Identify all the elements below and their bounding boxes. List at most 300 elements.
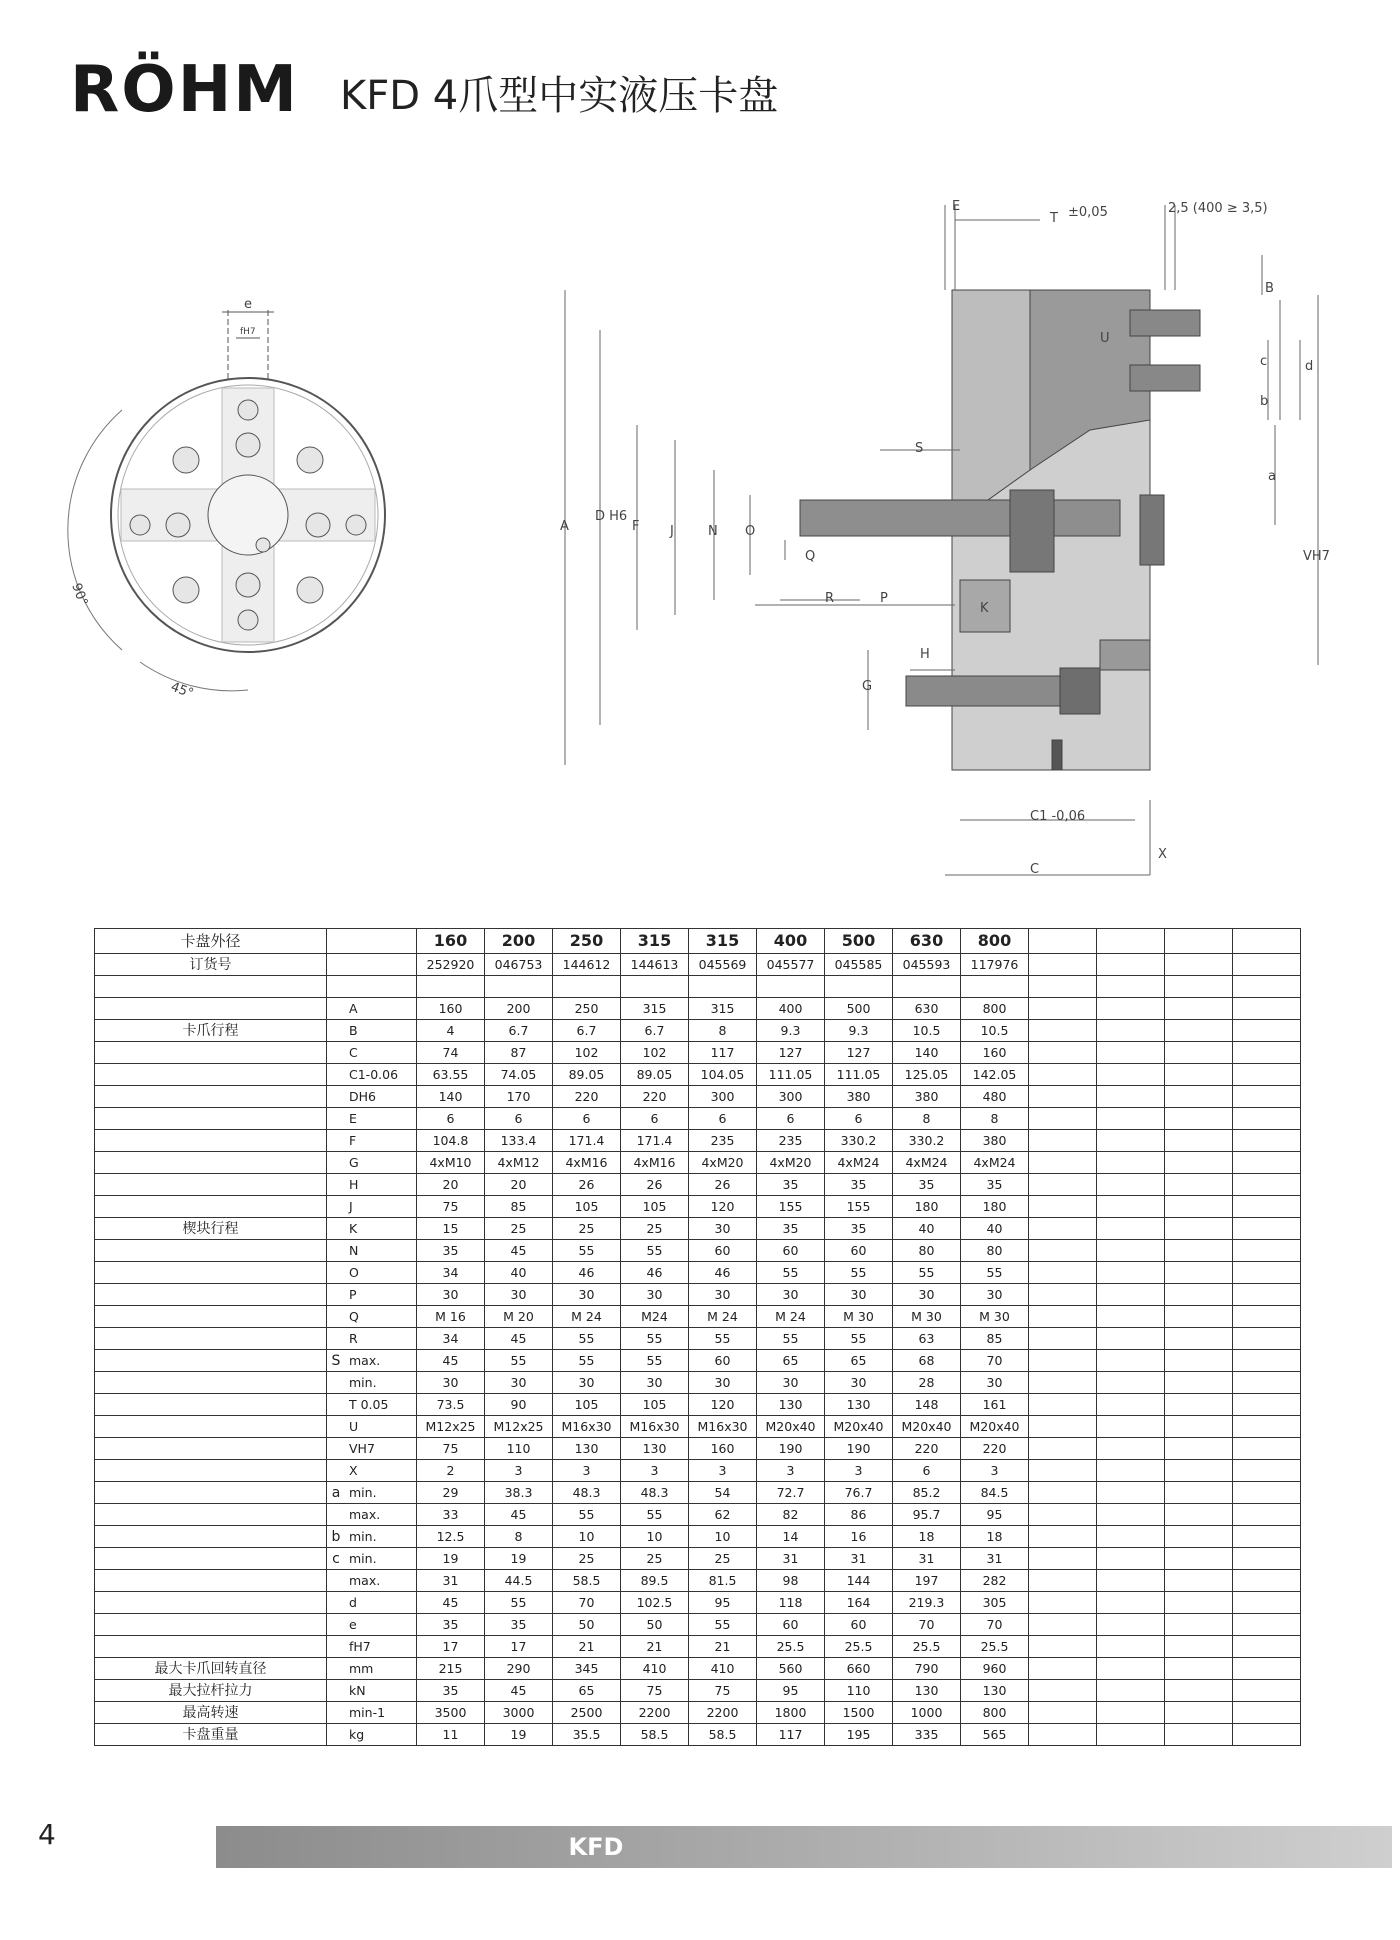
value-cell: 800 bbox=[961, 1702, 1029, 1724]
empty-cell bbox=[1097, 1086, 1165, 1108]
empty-cell bbox=[1165, 1548, 1233, 1570]
empty-cell bbox=[1233, 1482, 1301, 1504]
order-label-cell: 订货号 bbox=[95, 954, 327, 976]
empty-cell bbox=[1097, 1416, 1165, 1438]
empty-cell bbox=[1029, 1504, 1097, 1526]
value-cell: 6 bbox=[757, 1108, 825, 1130]
empty-cell bbox=[1029, 929, 1097, 954]
value-cell: 95 bbox=[961, 1504, 1029, 1526]
order-number-cell: 045585 bbox=[825, 954, 893, 976]
value-cell: 102 bbox=[621, 1042, 689, 1064]
row-code-cell bbox=[327, 1482, 417, 1504]
empty-cell bbox=[1165, 1526, 1233, 1548]
table-row bbox=[95, 1174, 1301, 1196]
empty-cell bbox=[1029, 1702, 1097, 1724]
value-cell: 3 bbox=[961, 1460, 1029, 1482]
value-cell: 25 bbox=[485, 1218, 553, 1240]
row-label-cell bbox=[95, 1372, 327, 1394]
value-cell: 10.5 bbox=[961, 1020, 1029, 1042]
value-cell: 105 bbox=[553, 1196, 621, 1218]
value-cell: M24 bbox=[621, 1306, 689, 1328]
table-row bbox=[95, 1658, 1301, 1680]
empty-cell bbox=[1165, 1702, 1233, 1724]
value-cell: 2200 bbox=[689, 1702, 757, 1724]
value-cell: 30 bbox=[689, 1372, 757, 1394]
value-cell: 86 bbox=[825, 1504, 893, 1526]
row-label-cell bbox=[95, 1042, 327, 1064]
value-cell: 6 bbox=[485, 1108, 553, 1130]
empty-cell bbox=[1165, 1350, 1233, 1372]
row-code-cell: Q bbox=[327, 1306, 417, 1328]
empty-cell bbox=[893, 976, 961, 998]
value-cell: 130 bbox=[893, 1680, 961, 1702]
table-row bbox=[95, 1284, 1301, 1306]
value-cell: 60 bbox=[825, 1614, 893, 1636]
dim-gap: 2,5 (400 ≥ 3,5) bbox=[1168, 201, 1268, 216]
value-cell: 31 bbox=[757, 1548, 825, 1570]
value-cell: 171.4 bbox=[553, 1130, 621, 1152]
value-cell: 75 bbox=[417, 1438, 485, 1460]
order-number-cell: 045577 bbox=[757, 954, 825, 976]
value-cell: 80 bbox=[961, 1240, 1029, 1262]
value-cell: 26 bbox=[553, 1174, 621, 1196]
value-cell: 14 bbox=[757, 1526, 825, 1548]
table-row bbox=[95, 1702, 1301, 1724]
empty-cell bbox=[1029, 1108, 1097, 1130]
empty-cell bbox=[1097, 1218, 1165, 1240]
value-cell: 30 bbox=[757, 1372, 825, 1394]
row-label-cell bbox=[95, 1504, 327, 1526]
value-cell: 4xM12 bbox=[485, 1152, 553, 1174]
size-cell: 315 bbox=[621, 929, 689, 954]
value-cell: 104.05 bbox=[689, 1064, 757, 1086]
page-number: 4 bbox=[38, 1818, 56, 1851]
empty-cell bbox=[1165, 1416, 1233, 1438]
value-cell: 12.5 bbox=[417, 1526, 485, 1548]
value-cell: 410 bbox=[621, 1658, 689, 1680]
empty-cell bbox=[757, 976, 825, 998]
empty-cell bbox=[1097, 1680, 1165, 1702]
value-cell: 65 bbox=[553, 1680, 621, 1702]
value-cell: 21 bbox=[689, 1636, 757, 1658]
value-cell: 410 bbox=[689, 1658, 757, 1680]
value-cell: 60 bbox=[689, 1350, 757, 1372]
value-cell: 26 bbox=[689, 1174, 757, 1196]
value-cell: 55 bbox=[621, 1350, 689, 1372]
empty-cell bbox=[1097, 1284, 1165, 1306]
empty-cell bbox=[1029, 1570, 1097, 1592]
row-code-cell: C bbox=[327, 1042, 417, 1064]
value-cell: 30 bbox=[757, 1284, 825, 1306]
value-cell: 4xM24 bbox=[893, 1152, 961, 1174]
value-cell: 120 bbox=[689, 1394, 757, 1416]
table-row bbox=[95, 1504, 1301, 1526]
value-cell: 180 bbox=[893, 1196, 961, 1218]
value-cell: 180 bbox=[961, 1196, 1029, 1218]
empty-cell bbox=[1165, 1592, 1233, 1614]
empty-cell bbox=[1233, 954, 1301, 976]
empty-cell bbox=[1233, 1130, 1301, 1152]
value-cell: 500 bbox=[825, 998, 893, 1020]
value-cell: 30 bbox=[485, 1372, 553, 1394]
value-cell: 117 bbox=[689, 1042, 757, 1064]
empty-cell bbox=[1029, 1350, 1097, 1372]
row-code-text: max. bbox=[349, 1572, 381, 1588]
value-cell: 60 bbox=[825, 1240, 893, 1262]
value-cell: 130 bbox=[553, 1438, 621, 1460]
dim-C1: C1 -0,06 bbox=[1030, 809, 1086, 824]
empty-cell bbox=[1165, 1482, 1233, 1504]
value-cell: 46 bbox=[621, 1262, 689, 1284]
row-label-cell bbox=[95, 1064, 327, 1086]
value-cell: 63.55 bbox=[417, 1064, 485, 1086]
empty-cell bbox=[1029, 1196, 1097, 1218]
empty-cell bbox=[1029, 1548, 1097, 1570]
value-cell: 630 bbox=[893, 998, 961, 1020]
empty-cell bbox=[1165, 1240, 1233, 1262]
row-label-cell bbox=[95, 1306, 327, 1328]
value-cell: 8 bbox=[689, 1020, 757, 1042]
empty-cell bbox=[1165, 1152, 1233, 1174]
table-row bbox=[95, 1328, 1301, 1350]
dim-Q: Q bbox=[805, 549, 816, 564]
empty-cell bbox=[327, 929, 417, 954]
empty-cell bbox=[1097, 1658, 1165, 1680]
empty-cell bbox=[825, 976, 893, 998]
empty-cell bbox=[1233, 1416, 1301, 1438]
dim-P: P bbox=[880, 591, 888, 606]
value-cell: 3500 bbox=[417, 1702, 485, 1724]
empty-cell bbox=[1165, 1394, 1233, 1416]
empty-cell bbox=[1233, 1702, 1301, 1724]
empty-cell bbox=[1029, 1636, 1097, 1658]
empty-cell bbox=[1165, 976, 1233, 998]
empty-cell bbox=[1029, 1680, 1097, 1702]
value-cell: 102.5 bbox=[621, 1592, 689, 1614]
empty-cell bbox=[1165, 998, 1233, 1020]
value-cell: 60 bbox=[757, 1614, 825, 1636]
value-cell: M20x40 bbox=[825, 1416, 893, 1438]
table-row bbox=[95, 1570, 1301, 1592]
value-cell: 6 bbox=[893, 1460, 961, 1482]
value-cell: 20 bbox=[417, 1174, 485, 1196]
empty-cell bbox=[1233, 976, 1301, 998]
row-label-cell: 最大拉杆拉力 bbox=[95, 1680, 327, 1702]
angle-90-label: 90° bbox=[68, 581, 91, 609]
row-label-cell bbox=[95, 1416, 327, 1438]
value-cell: 160 bbox=[961, 1042, 1029, 1064]
empty-cell bbox=[1233, 1042, 1301, 1064]
dim-c: c bbox=[1260, 354, 1268, 369]
row-code-cell: F bbox=[327, 1130, 417, 1152]
row-code-cell: K bbox=[327, 1218, 417, 1240]
value-cell: 3000 bbox=[485, 1702, 553, 1724]
value-cell: 31 bbox=[893, 1548, 961, 1570]
value-cell: 45 bbox=[485, 1240, 553, 1262]
value-cell: 4xM24 bbox=[961, 1152, 1029, 1174]
table-row bbox=[95, 1086, 1301, 1108]
empty-cell bbox=[1165, 1614, 1233, 1636]
row-group-letter: a bbox=[331, 1484, 341, 1501]
value-cell: 330.2 bbox=[825, 1130, 893, 1152]
row-code-cell bbox=[327, 1504, 417, 1526]
value-cell: 15 bbox=[417, 1218, 485, 1240]
dim-R: R bbox=[825, 591, 835, 606]
value-cell: 46 bbox=[553, 1262, 621, 1284]
empty-cell bbox=[1097, 1240, 1165, 1262]
value-cell: 19 bbox=[485, 1548, 553, 1570]
empty-cell bbox=[1029, 954, 1097, 976]
value-cell: 140 bbox=[417, 1086, 485, 1108]
value-cell: 44.5 bbox=[485, 1570, 553, 1592]
row-label-cell bbox=[95, 1636, 327, 1658]
empty-cell bbox=[1029, 1284, 1097, 1306]
technical-drawing bbox=[0, 0, 1400, 900]
empty-cell bbox=[1165, 1724, 1233, 1746]
empty-cell bbox=[1233, 1350, 1301, 1372]
footer-label: KFD bbox=[568, 1833, 624, 1861]
empty-cell bbox=[1097, 1020, 1165, 1042]
value-cell: 55 bbox=[961, 1262, 1029, 1284]
value-cell: 35 bbox=[757, 1218, 825, 1240]
value-cell: 40 bbox=[961, 1218, 1029, 1240]
value-cell: 164 bbox=[825, 1592, 893, 1614]
footer-bar bbox=[216, 1826, 1392, 1868]
value-cell: 95 bbox=[757, 1680, 825, 1702]
value-cell: 55 bbox=[689, 1328, 757, 1350]
table-row bbox=[95, 1152, 1301, 1174]
dim-N: N bbox=[708, 524, 718, 539]
value-cell: 2500 bbox=[553, 1702, 621, 1724]
value-cell: 35 bbox=[757, 1174, 825, 1196]
empty-cell bbox=[1233, 1196, 1301, 1218]
row-code-cell bbox=[327, 1372, 417, 1394]
value-cell: 30 bbox=[825, 1372, 893, 1394]
empty-cell bbox=[1233, 1174, 1301, 1196]
empty-cell bbox=[1165, 1636, 1233, 1658]
value-cell: 30 bbox=[893, 1284, 961, 1306]
value-cell: 34 bbox=[417, 1262, 485, 1284]
row-code-cell: U bbox=[327, 1416, 417, 1438]
value-cell: 45 bbox=[417, 1592, 485, 1614]
empty-cell bbox=[1097, 1548, 1165, 1570]
value-cell: 197 bbox=[893, 1570, 961, 1592]
value-cell: 6.7 bbox=[621, 1020, 689, 1042]
value-cell: 62 bbox=[689, 1504, 757, 1526]
row-code-cell: N bbox=[327, 1240, 417, 1262]
value-cell: 65 bbox=[757, 1350, 825, 1372]
value-cell: 30 bbox=[417, 1284, 485, 1306]
value-cell: 4xM20 bbox=[689, 1152, 757, 1174]
value-cell: 65 bbox=[825, 1350, 893, 1372]
value-cell: 34 bbox=[417, 1328, 485, 1350]
value-cell: 19 bbox=[485, 1724, 553, 1746]
row-group-letter: b bbox=[331, 1528, 341, 1545]
value-cell: 8 bbox=[893, 1108, 961, 1130]
empty-cell bbox=[1233, 1064, 1301, 1086]
empty-cell bbox=[327, 976, 417, 998]
empty-cell bbox=[1165, 1218, 1233, 1240]
row-code-cell: DH6 bbox=[327, 1086, 417, 1108]
value-cell: 480 bbox=[961, 1086, 1029, 1108]
value-cell: 9.3 bbox=[825, 1020, 893, 1042]
value-cell: 35 bbox=[417, 1680, 485, 1702]
value-cell: 75 bbox=[621, 1680, 689, 1702]
value-cell: 38.3 bbox=[485, 1482, 553, 1504]
value-cell: 30 bbox=[553, 1372, 621, 1394]
row-label-cell bbox=[95, 1460, 327, 1482]
value-cell: 48.3 bbox=[553, 1482, 621, 1504]
empty-cell bbox=[1029, 1086, 1097, 1108]
dim-A: A bbox=[560, 519, 569, 534]
value-cell: 315 bbox=[621, 998, 689, 1020]
value-cell: 290 bbox=[485, 1658, 553, 1680]
value-cell: 190 bbox=[757, 1438, 825, 1460]
value-cell: 85 bbox=[485, 1196, 553, 1218]
empty-cell bbox=[1233, 1548, 1301, 1570]
empty-cell bbox=[1165, 1460, 1233, 1482]
value-cell: 219.3 bbox=[893, 1592, 961, 1614]
dim-e-label: e bbox=[244, 297, 252, 312]
empty-cell bbox=[1029, 1658, 1097, 1680]
value-cell: 130 bbox=[825, 1394, 893, 1416]
value-cell: 235 bbox=[689, 1130, 757, 1152]
empty-cell bbox=[1029, 1460, 1097, 1482]
value-cell: 98 bbox=[757, 1570, 825, 1592]
row-code-text: max. bbox=[349, 1506, 381, 1522]
empty-cell bbox=[1029, 1262, 1097, 1284]
row-code-cell: A bbox=[327, 998, 417, 1020]
value-cell: 55 bbox=[485, 1350, 553, 1372]
header-label-cell: 卡盘外径 bbox=[95, 929, 327, 954]
value-cell: 6 bbox=[689, 1108, 757, 1130]
value-cell: M 20 bbox=[485, 1306, 553, 1328]
empty-cell bbox=[485, 976, 553, 998]
row-code-cell: O bbox=[327, 1262, 417, 1284]
value-cell: 55 bbox=[689, 1614, 757, 1636]
dim-C: C bbox=[1030, 862, 1040, 877]
row-label-cell bbox=[95, 1196, 327, 1218]
value-cell: 125.05 bbox=[893, 1064, 961, 1086]
row-code-text: min. bbox=[349, 1528, 377, 1544]
empty-cell bbox=[1165, 1130, 1233, 1152]
value-cell: 300 bbox=[757, 1086, 825, 1108]
value-cell: 110 bbox=[825, 1680, 893, 1702]
value-cell: 60 bbox=[689, 1240, 757, 1262]
value-cell: 82 bbox=[757, 1504, 825, 1526]
value-cell: 55 bbox=[757, 1328, 825, 1350]
empty-cell bbox=[1233, 1570, 1301, 1592]
empty-cell bbox=[1097, 1130, 1165, 1152]
value-cell: 31 bbox=[825, 1548, 893, 1570]
empty-cell bbox=[1165, 1284, 1233, 1306]
page-title: KFD 4爪型中实液压卡盘 bbox=[340, 73, 779, 119]
value-cell: 127 bbox=[825, 1042, 893, 1064]
value-cell: 660 bbox=[825, 1658, 893, 1680]
size-cell: 200 bbox=[485, 929, 553, 954]
empty-cell bbox=[1233, 1438, 1301, 1460]
value-cell: 104.8 bbox=[417, 1130, 485, 1152]
row-label-cell bbox=[95, 1240, 327, 1262]
value-cell: 19 bbox=[417, 1548, 485, 1570]
row-code-cell: C1-0.06 bbox=[327, 1064, 417, 1086]
empty-cell bbox=[1097, 1042, 1165, 1064]
row-label-cell bbox=[95, 1526, 327, 1548]
empty-cell bbox=[1233, 1152, 1301, 1174]
dim-H: H bbox=[920, 647, 930, 662]
row-code-text: min. bbox=[349, 1374, 377, 1390]
value-cell: 30 bbox=[621, 1372, 689, 1394]
value-cell: 70 bbox=[893, 1614, 961, 1636]
value-cell: 68 bbox=[893, 1350, 961, 1372]
table-row bbox=[95, 1130, 1301, 1152]
value-cell: 50 bbox=[621, 1614, 689, 1636]
empty-cell bbox=[1029, 1372, 1097, 1394]
table-row bbox=[95, 1680, 1301, 1702]
value-cell: 565 bbox=[961, 1724, 1029, 1746]
value-cell: 35 bbox=[825, 1174, 893, 1196]
table-row bbox=[95, 1240, 1301, 1262]
dim-J: J bbox=[670, 524, 674, 539]
row-label-cell bbox=[95, 1438, 327, 1460]
value-cell: 70 bbox=[961, 1614, 1029, 1636]
row-code-text: max. bbox=[349, 1352, 381, 1368]
value-cell: 55 bbox=[485, 1592, 553, 1614]
value-cell: M20x40 bbox=[757, 1416, 825, 1438]
spec-table bbox=[94, 928, 1301, 1746]
row-code-cell bbox=[327, 1548, 417, 1570]
value-cell: 800 bbox=[961, 998, 1029, 1020]
value-cell: 6 bbox=[417, 1108, 485, 1130]
value-cell: 235 bbox=[757, 1130, 825, 1152]
value-cell: 50 bbox=[553, 1614, 621, 1636]
empty-cell bbox=[1165, 1262, 1233, 1284]
order-number-cell: 117976 bbox=[961, 954, 1029, 976]
value-cell: 40 bbox=[893, 1218, 961, 1240]
row-label-cell: 最大卡爪回转直径 bbox=[95, 1658, 327, 1680]
empty-cell bbox=[1029, 976, 1097, 998]
value-cell: 60 bbox=[757, 1240, 825, 1262]
empty-cell bbox=[1029, 1416, 1097, 1438]
value-cell: 55 bbox=[621, 1240, 689, 1262]
value-cell: 46 bbox=[689, 1262, 757, 1284]
dim-X: X bbox=[1158, 847, 1167, 862]
value-cell: 21 bbox=[621, 1636, 689, 1658]
value-cell: 55 bbox=[893, 1262, 961, 1284]
empty-cell bbox=[1029, 1152, 1097, 1174]
dim-V: VH7 bbox=[1303, 549, 1330, 564]
value-cell: 3 bbox=[485, 1460, 553, 1482]
value-cell: 74 bbox=[417, 1042, 485, 1064]
value-cell: 54 bbox=[689, 1482, 757, 1504]
row-label-cell: 卡盘重量 bbox=[95, 1724, 327, 1746]
empty-cell bbox=[417, 976, 485, 998]
table-row bbox=[95, 1482, 1301, 1504]
value-cell: 6 bbox=[825, 1108, 893, 1130]
value-cell: 335 bbox=[893, 1724, 961, 1746]
dim-T: T bbox=[1050, 211, 1058, 226]
value-cell: M 30 bbox=[893, 1306, 961, 1328]
spec-table-container bbox=[94, 928, 1300, 1746]
empty-cell bbox=[1233, 1592, 1301, 1614]
value-cell: 30 bbox=[553, 1284, 621, 1306]
value-cell: 1800 bbox=[757, 1702, 825, 1724]
empty-cell bbox=[1165, 1086, 1233, 1108]
value-cell: 9.3 bbox=[757, 1020, 825, 1042]
table-row bbox=[95, 1108, 1301, 1130]
value-cell: 111.05 bbox=[757, 1064, 825, 1086]
row-code-cell: kg bbox=[327, 1724, 417, 1746]
